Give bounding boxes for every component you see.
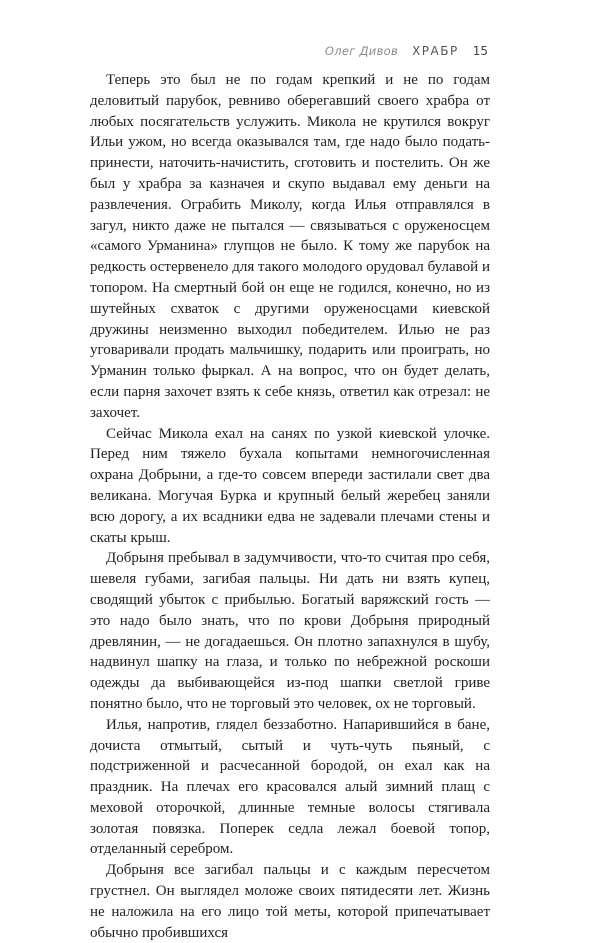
page-number: 15: [472, 44, 488, 58]
running-header: [325, 44, 488, 58]
body-text: [90, 70, 490, 943]
running-header-title: ХРАБР: [412, 44, 459, 58]
paragraph: Теперь это был не по годам крепкий и не по годам деловитый парубок, ревниво оберегавший своего храбра от любых посягательств услужить. Микола не крутился вокруг Ильи ужом, но всегда оказывался там, где надо было подать-принести, наточить-начистить, сготовить и постелить. Он же был у храбра за казначея и скупо выдавал ему деньги на развлечения. Ограбить Миколу, когда Илья отправлялся в загул, никто даже не пытался — связываться с оруженосцем «самого Урманина» глупцов не было. К тому же парубок на редкость остервенело для такого молодого орудовал булавой и топором. На смертный бой он еще не годился, конечно, но из шутейных схваток с другими оруженосцами киевской дружины неизменно выходил победителем. Илью не раз уговаривали продать мальчишку, подарить или проиграть, но Урманин только фыркал. А на вопрос, что он будет делать, если парня захочет взять к себе князь, ответил как отрезал: не захочет.: [90, 72, 490, 421]
paragraph: Сейчас Микола ехал на санях по узкой киевской улочке. Перед ним тяжело бухала копытами немногочисленная охрана Добрыни, а где-то совсем впереди застилали свет два великана. Могучая Бурка и крупный белый жеребец заняли всю дорогу, а их всадники едва не задевали плечами стены и скаты крыш.: [90, 425, 490, 546]
paragraph: Добрыня пребывал в задумчивости, что-то считая про себя, шевеля губами, загибая пальцы. Ни дать ни взять купец, сводящий убыток с прибылью. Богатый варяжский гость — это надо было знать, что по крови Добрыня природный древлянин, — не догадаешься. Он плотно запахнулся в шубу, надвинул шапку на глаза, и только по небрежной роскоши одежды да выбивающейся из-под шапки светлой гриве понятно было, что не торговый это человек, ох не торговый.: [90, 550, 490, 712]
paragraph: Добрыня все загибал пальцы и с каждым пересчетом грустнел. Он выглядел моложе своих пятидесяти лет. Жизнь не наложила на его лицо той меты, которой припечатывает обычно пробившихся: [90, 862, 490, 941]
paragraph: Илья, напротив, глядел беззаботно. Напарившийся в бане, дочиста отмытый, сытый и чуть-чуть пьяный, с подстриженной и расчесанной бородой, он ехал как на праздник. На плечах его красовался алый зимний плащ с меховой оторочкой, длинные темные волосы стягивала золотая повязка. Поперек седла лежал боевой топор, отделанный серебром.: [90, 716, 490, 858]
running-header-author: Олег Дивов: [324, 44, 399, 58]
